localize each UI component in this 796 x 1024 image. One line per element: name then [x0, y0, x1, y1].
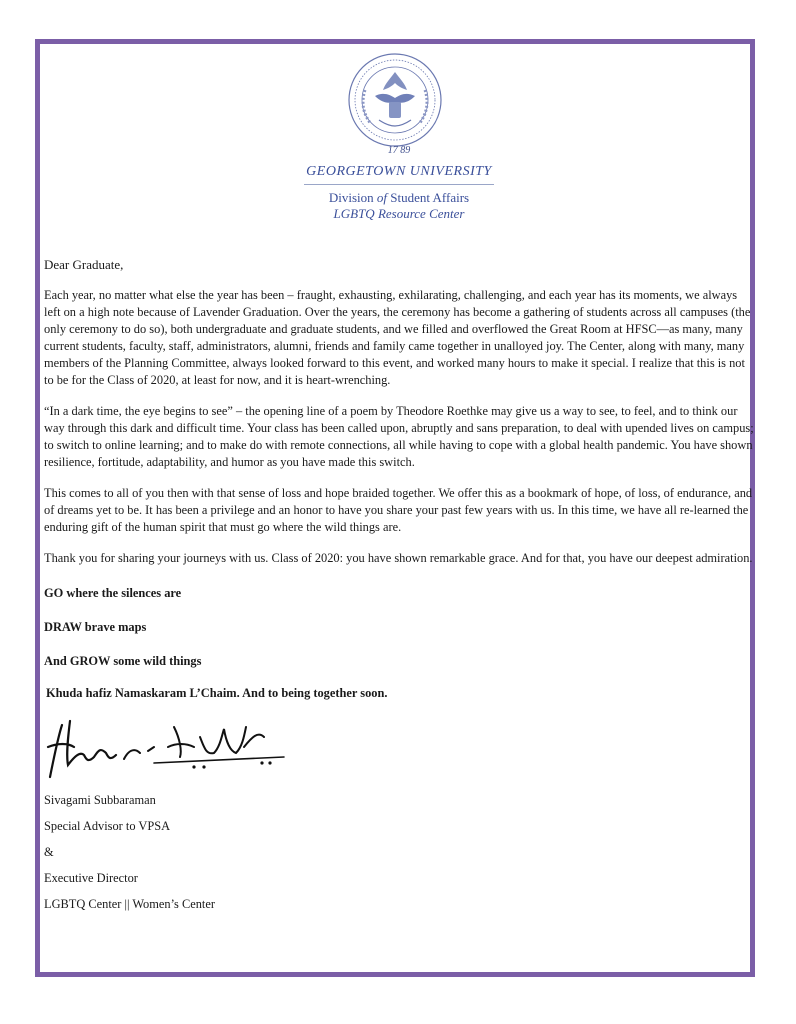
- division-prefix: Division: [328, 190, 374, 205]
- signer-title-3: LGBTQ Center || Women’s Center: [44, 897, 215, 911]
- divider: [304, 184, 494, 185]
- signer-name: Sivagami Subbaraman: [44, 793, 156, 807]
- paragraph-1: Each year, no matter what else the year has been – fraught, exhausting, exhilarating, challenging, and each year has its moments, we always left on a high note because of Lavender Graduation. Over the years, the ceremony has become a gathering of students across all campuses (the only ceremony to do so), both undergraduate and graduate students, and we filled and overflowed the Great Room at HFSC—as many, many current students, faculty, staff, administrators, alumni, friends and family came together in unalloyed joy. The Center, along with many, many members of the Planning Committee, always looked forward to this event, and worked many hours to make it special. I realize that this is not to be for the Class of 2020, at least for now, and it is heart-wrenching.: [44, 288, 751, 387]
- signer-title-2: Executive Director: [44, 871, 138, 885]
- bold-line-go: GO where the silences are: [44, 586, 182, 600]
- closing-line: Khuda hafiz Namaskaram L’Chaim. And to being together soon.: [46, 686, 388, 700]
- center-name: LGBTQ Resource Center: [333, 206, 465, 221]
- university-name: GEORGETOWN UNIVERSITY: [306, 164, 492, 179]
- paragraph-4: Thank you for sharing your journeys with us. Class of 2020: you have shown remarkable grace. And for that, you have our deepest admiration.: [44, 551, 753, 565]
- bold-line-grow: And GROW some wild things: [44, 654, 202, 668]
- signer-ampersand: &: [44, 845, 54, 859]
- division-of: of: [376, 190, 388, 205]
- division-suffix: Student Affairs: [390, 190, 470, 205]
- signature-block: [44, 787, 754, 917]
- signature-icon: [44, 707, 294, 779]
- handwritten-signature: [44, 707, 294, 779]
- paragraph-3: This comes to all of you then with that sense of loss and hope braided together. We offer this as a bookmark of hope, of loss, of endurance, and of dreams yet to be. It has been a privilege and an honor to have you share your past few years with us. In this time, we have all re-learned the enduring gift of the human spirit that must go where the wild things are.: [44, 486, 753, 534]
- division-name: [44, 190, 754, 206]
- signer-title-1: Special Advisor to VPSA: [44, 819, 171, 833]
- paragraph-2: “In a dark time, the eye begins to see” – the opening line of a poem by Theodore Roethke may give us a way to see, to feel, and to think our way through this dark and difficult time. Your class has been called upon, abruptly and sans preparation, to deal with upended lives on campus; to switch to online learning; and to make do with remote connections, all while having to cope with a global health pandemic. You have shown resilience, fortitude, adaptability, and humor as you have made this switch.: [44, 404, 754, 469]
- bold-line-draw: DRAW brave maps: [44, 620, 147, 634]
- letter: [44, 50, 754, 917]
- seal-year: 17 89: [387, 145, 411, 156]
- salutation: Dear Graduate,: [44, 257, 124, 272]
